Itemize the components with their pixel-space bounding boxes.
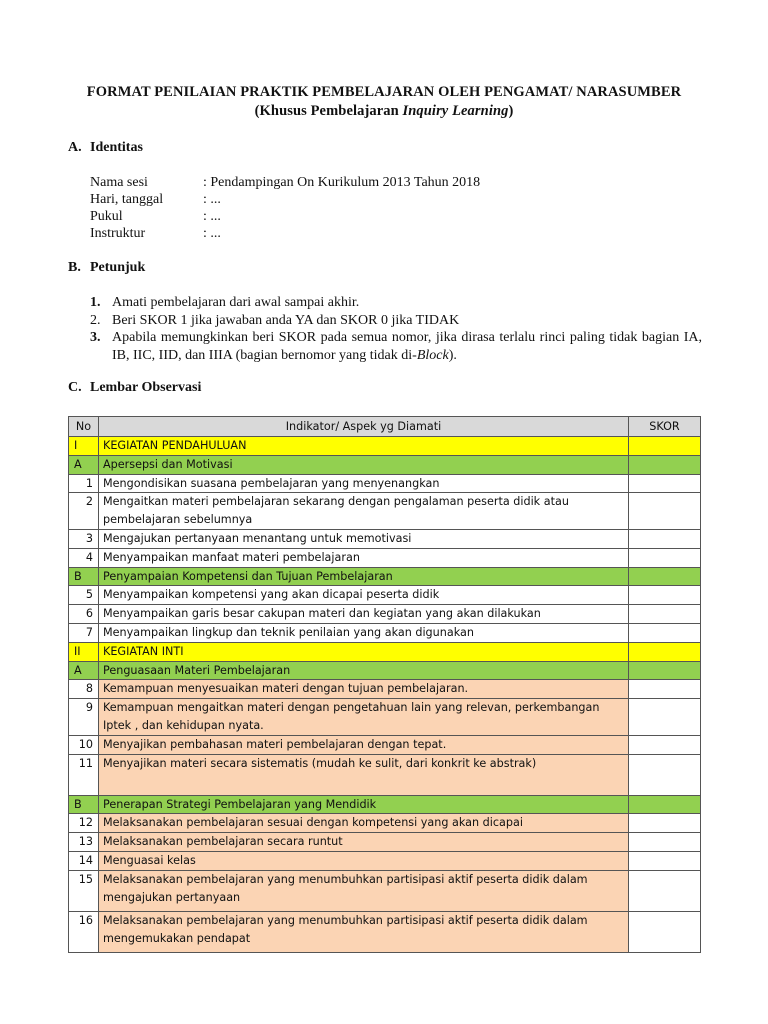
row-indicator: Kemampuan mengaitkan materi dengan pengetahuan lain yang relevan, perkembangan Iptek , dan kehidupan nyata. (99, 699, 629, 736)
instruction-item (90, 312, 702, 330)
row-indicator: KEGIATAN INTI (99, 642, 629, 661)
table-row (69, 851, 701, 870)
identity-key: Instruktur (90, 226, 146, 241)
identity-key: Nama sesi (90, 175, 148, 190)
table-row (69, 529, 701, 548)
score-cell[interactable] (629, 754, 701, 795)
instruction-text: Beri SKOR 1 jika jawaban anda YA dan SKOR 0 jika TIDAK (112, 312, 460, 328)
row-indicator: Melaksanakan pembelajaran sesuai dengan kompetensi yang akan dicapai (99, 814, 629, 833)
table-row (69, 699, 701, 736)
row-no: 8 (69, 680, 99, 699)
section-c-heading (68, 380, 201, 396)
row-no: 2 (69, 493, 99, 530)
section-c-title: Lembar Observasi (90, 380, 202, 395)
identity-value: : ... (203, 209, 221, 224)
row-no: 13 (69, 833, 99, 852)
row-indicator: KEGIATAN PENDAHULUAN (99, 437, 629, 456)
table-section-row (69, 437, 701, 456)
header-no: No (69, 417, 99, 437)
row-no: 12 (69, 814, 99, 833)
instruction-number: 2. (90, 312, 101, 328)
table-row (69, 623, 701, 642)
row-indicator: Menyajikan materi secara sistematis (mudah ke sulit, dari konkrit ke abstrak) (99, 754, 629, 795)
header-skor: SKOR (629, 417, 701, 437)
row-indicator: Penerapan Strategi Pembelajaran yang Mendidik (99, 795, 629, 814)
identity-row-pukul (90, 208, 221, 225)
row-no: 6 (69, 605, 99, 624)
row-indicator: Melaksanakan pembelajaran yang menumbuhkan partisipasi aktif peserta didik dalam mengajukan pertanyaan (99, 870, 629, 911)
score-cell[interactable] (629, 474, 701, 493)
score-cell[interactable] (629, 623, 701, 642)
score-cell[interactable] (629, 814, 701, 833)
score-cell[interactable] (629, 548, 701, 567)
row-no: A (69, 661, 99, 680)
table-row (69, 605, 701, 624)
row-no: B (69, 567, 99, 586)
score-cell[interactable] (629, 437, 701, 456)
identity-key: Hari, tanggal (90, 192, 164, 207)
score-cell[interactable] (629, 699, 701, 736)
score-cell[interactable] (629, 735, 701, 754)
row-indicator: Menyampaikan lingkup dan teknik penilaian yang akan digunakan (99, 623, 629, 642)
table-subsection-row (69, 455, 701, 474)
identity-key: Pukul (90, 209, 123, 224)
score-cell[interactable] (629, 911, 701, 952)
table-row (69, 474, 701, 493)
document-title: FORMAT PENILAIAN PRAKTIK PEMBELAJARAN OLEH PENGAMAT/ NARASUMBER (86, 84, 682, 100)
score-cell[interactable] (629, 833, 701, 852)
subtitle-italic: Inquiry Learning (402, 103, 509, 119)
table-row (69, 870, 701, 911)
score-cell[interactable] (629, 680, 701, 699)
identity-value: : ... (203, 226, 221, 241)
identity-value: : Pendampingan On Kurikulum 2013 Tahun 2018 (203, 175, 481, 190)
row-indicator: Penguasaan Materi Pembelajaran (99, 661, 629, 680)
score-cell[interactable] (629, 661, 701, 680)
row-no: II (69, 642, 99, 661)
row-no: 16 (69, 911, 99, 952)
row-no: 10 (69, 735, 99, 754)
section-c-letter: C. (68, 380, 82, 395)
table-header-row (69, 417, 701, 437)
score-cell[interactable] (629, 529, 701, 548)
instruction-number: 3. (90, 330, 101, 345)
section-b-letter: B. (68, 260, 81, 275)
instruction-italic: Block (416, 347, 449, 363)
table-subsection-row (69, 795, 701, 814)
row-no: 14 (69, 851, 99, 870)
row-no: I (69, 437, 99, 456)
score-cell[interactable] (629, 870, 701, 911)
row-no: 15 (69, 870, 99, 911)
section-b-heading (68, 260, 145, 276)
section-b-title: Petunjuk (90, 260, 146, 275)
table-section-row (69, 642, 701, 661)
row-indicator: Mengondisikan suasana pembelajaran yang menyenangkan (99, 474, 629, 493)
score-cell[interactable] (629, 642, 701, 661)
score-cell[interactable] (629, 795, 701, 814)
identity-value: : ... (203, 192, 221, 207)
row-indicator: Apersepsi dan Motivasi (99, 455, 629, 474)
section-a-title: Identitas (90, 140, 143, 155)
table-row (69, 493, 701, 530)
row-indicator: Menyampaikan manfaat materi pembelajaran (99, 548, 629, 567)
score-cell[interactable] (629, 851, 701, 870)
score-cell[interactable] (629, 493, 701, 530)
row-no: 7 (69, 623, 99, 642)
subtitle-suffix: ) (508, 103, 514, 119)
instruction-text: Apabila memungkinkan beri SKOR pada semua nomor, jika dirasa terlalu rinci paling tidak bagian IA, IB, IIC, IID, dan IIIA (bagian bernomor yang tidak di- (112, 330, 702, 363)
identity-row-nama-sesi (90, 174, 480, 191)
table-row (69, 586, 701, 605)
document-subtitle (0, 103, 768, 120)
table-subsection-row (69, 661, 701, 680)
score-cell[interactable] (629, 455, 701, 474)
score-cell[interactable] (629, 605, 701, 624)
table-row (69, 754, 701, 795)
subtitle-prefix: (Khusus Pembelajaran (254, 103, 403, 119)
observation-table (68, 416, 701, 953)
instruction-item (90, 329, 702, 364)
row-indicator: Melaksanakan pembelajaran yang menumbuhkan partisipasi aktif peserta didik dalam mengemukakan pendapat (99, 911, 629, 952)
row-indicator: Melaksanakan pembelajaran secara runtut (99, 833, 629, 852)
row-indicator: Penyampaian Kompetensi dan Tujuan Pembelajaran (99, 567, 629, 586)
table-row (69, 911, 701, 952)
identity-row-hari-tanggal (90, 191, 221, 208)
row-indicator: Mengajukan pertanyaan menantang untuk memotivasi (99, 529, 629, 548)
row-indicator: Kemampuan menyesuaikan materi dengan tujuan pembelajaran. (99, 680, 629, 699)
row-no: 11 (69, 754, 99, 795)
identity-row-instruktur (90, 225, 221, 242)
row-indicator: Menyampaikan garis besar cakupan materi dan kegiatan yang akan dilakukan (99, 605, 629, 624)
row-indicator: Menyampaikan kompetensi yang akan dicapai peserta didik (99, 586, 629, 605)
score-cell[interactable] (629, 567, 701, 586)
table-row (69, 833, 701, 852)
row-no: A (69, 455, 99, 474)
instruction-text: Amati pembelajaran dari awal sampai akhir. (112, 295, 360, 310)
table-row (69, 735, 701, 754)
row-no: 9 (69, 699, 99, 736)
row-indicator: Menyajikan pembahasan materi pembelajaran dengan tepat. (99, 735, 629, 754)
section-a-letter: A. (68, 140, 82, 155)
score-cell[interactable] (629, 586, 701, 605)
row-indicator: Mengaitkan materi pembelajaran sekarang dengan pengalaman peserta didik atau pembelajaran sebelumnya (99, 493, 629, 530)
row-no: 3 (69, 529, 99, 548)
table-row (69, 680, 701, 699)
table-subsection-row (69, 567, 701, 586)
table-row (69, 814, 701, 833)
instructions-list (90, 294, 702, 364)
section-a-heading (68, 140, 143, 156)
instruction-number: 1. (90, 295, 101, 310)
instruction-item (90, 294, 702, 312)
table-row (69, 548, 701, 567)
row-no: 4 (69, 548, 99, 567)
header-indikator: Indikator/ Aspek yg Diamati (99, 417, 629, 437)
row-indicator: Menguasai kelas (99, 851, 629, 870)
instruction-text-suffix: ). (448, 347, 457, 363)
row-no: B (69, 795, 99, 814)
row-no: 5 (69, 586, 99, 605)
row-no: 1 (69, 474, 99, 493)
